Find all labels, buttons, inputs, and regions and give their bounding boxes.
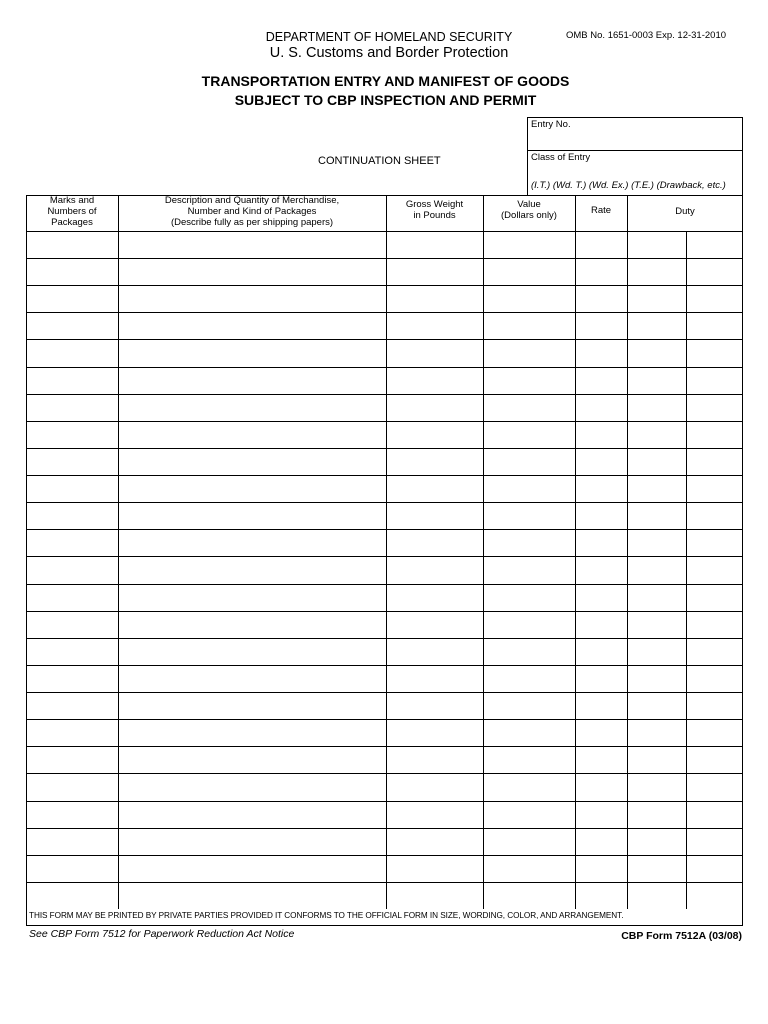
form-title-line-1: TRANSPORTATION ENTRY AND MANIFEST OF GOODS bbox=[201, 73, 570, 89]
department-name: DEPARTMENT OF HOMELAND SECURITY bbox=[265, 30, 513, 44]
header-description-line-2: Number and Kind of Packages bbox=[187, 206, 317, 217]
class-of-entry-label: Class of Entry bbox=[531, 152, 591, 163]
entry-info-box bbox=[527, 117, 743, 195]
header-weight-line-1: Gross Weight bbox=[405, 199, 464, 210]
omb-number: OMB No. 1651-0003 Exp. 12-31-2010 bbox=[566, 30, 727, 41]
printing-notice: THIS FORM MAY BE PRINTED BY PRIVATE PARTIES PROVIDED IT CONFORMS TO THE OFFICIAL FORM IN SIZE, WORDING, COLOR, AND ARRANGEMENT. bbox=[29, 911, 624, 920]
header-gross-weight bbox=[386, 199, 483, 221]
header-description-line-3: (Describe fully as per shipping papers) bbox=[170, 217, 334, 228]
header-description bbox=[118, 195, 386, 228]
header-marks-line-2: Numbers of bbox=[47, 206, 97, 217]
agency-name: U. S. Customs and Border Protection bbox=[269, 45, 509, 61]
header-marks-line-3: Packages bbox=[51, 217, 93, 228]
header-description-line-1: Description and Quantity of Merchandise, bbox=[164, 195, 340, 206]
header-duty: Duty bbox=[675, 206, 695, 217]
header-marks-line-1: Marks and bbox=[49, 195, 95, 206]
table-grid-lines bbox=[26, 195, 743, 909]
form-number: CBP Form 7512A (03/08) bbox=[621, 930, 742, 942]
entry-box-divider bbox=[528, 150, 742, 151]
header-weight-line-2: in Pounds bbox=[413, 210, 456, 221]
merchandise-table bbox=[26, 195, 743, 909]
notice-row bbox=[26, 909, 743, 926]
header-value-line-2: (Dollars only) bbox=[501, 210, 557, 221]
continuation-sheet-label: CONTINUATION SHEET bbox=[318, 155, 441, 167]
paperwork-notice: See CBP Form 7512 for Paperwork Reduction Act Notice bbox=[29, 928, 295, 940]
header-marks bbox=[26, 195, 118, 228]
header-value-line-1: Value bbox=[517, 199, 541, 210]
form-title-line-2: SUBJECT TO CBP INSPECTION AND PERMIT bbox=[234, 92, 537, 108]
entry-number-label: Entry No. bbox=[531, 119, 571, 130]
header-value bbox=[483, 199, 575, 221]
class-of-entry-hint: (I.T.) (Wd. T.) (Wd. Ex.) (T.E.) (Drawback, etc.) bbox=[531, 180, 726, 191]
header-rate: Rate bbox=[590, 205, 612, 216]
